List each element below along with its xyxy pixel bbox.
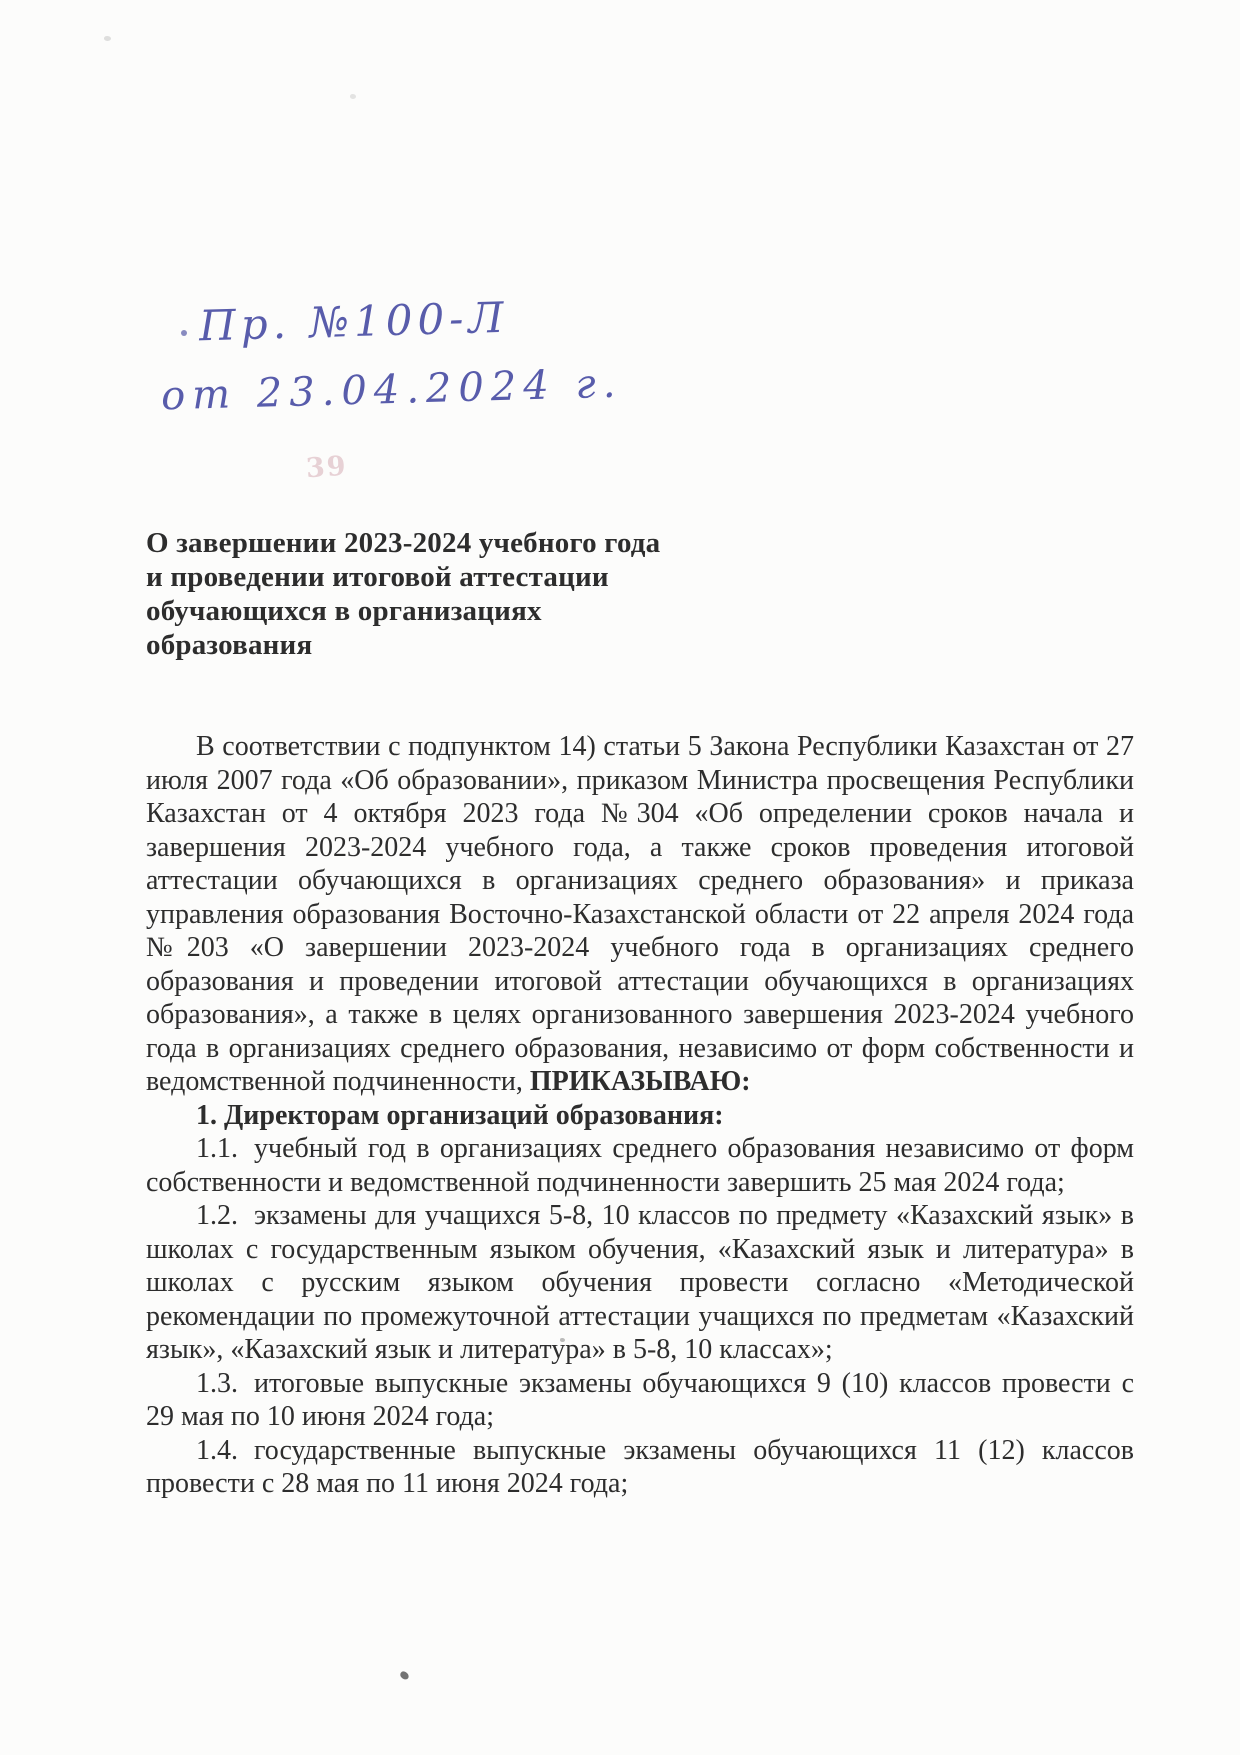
scan-speck bbox=[399, 1670, 410, 1681]
section-heading: 1. Директорам организаций образования: bbox=[196, 1099, 724, 1131]
handwritten-date: от 23.04.2024 г. bbox=[160, 360, 623, 420]
order-item-1-4 bbox=[146, 1434, 1134, 1501]
title-line-1: О завершении 2023-2024 учебного года bbox=[146, 527, 661, 559]
scan-speck bbox=[104, 36, 111, 41]
faint-stamp-mark: 39 bbox=[304, 450, 349, 485]
order-keyword: ПРИКАЗЫВАЮ: bbox=[529, 1066, 751, 1097]
item-text: экзамены для учащихся 5-8, 10 классов по предмету «Казахский язык» в школах с государственным языком обучения, «Казахский язык и литература» в школах с русским языком обучения провести согласно «Методической рекомендации по промежуточной аттестации учащихся по предметам «Казахский язык», «Казахский язык и литература» в 5-8, 10 классах»; bbox=[146, 1200, 1134, 1365]
item-number: 1.4. bbox=[196, 1434, 238, 1466]
order-item-1-3 bbox=[146, 1367, 1134, 1434]
handwritten-annotation bbox=[158, 290, 622, 420]
item-number: 1.1. bbox=[196, 1133, 238, 1164]
item-text: государственные выпускные экзамены обучающихся 11 (12) классов провести с 28 мая по 11 июня 2024 года; bbox=[146, 1434, 1134, 1499]
title-line-4: образования bbox=[146, 629, 313, 661]
intro-paragraph bbox=[146, 730, 1134, 1099]
order-item-1-2 bbox=[146, 1199, 1134, 1367]
item-text: итоговые выпускные экзамены обучающихся 9 (10) классов провести с 29 мая по 10 июня 2024 года; bbox=[146, 1367, 1134, 1432]
handwritten-order-number: Пр. №100-Л bbox=[198, 292, 510, 351]
intro-text: В соответствии с подпунктом 14) статьи 5 Закона Республики Казахстан от 27 июля 2007 года «Об образовании», приказом Министра просвещения Республики Казахстан от 4 октября 2023 года №304 «Об определении сроков начала и завершения 2023-2024 учебного года, а также сроков проведения итоговой аттестации обучающихся в организациях среднего образования» и приказа управления образования Восточно-Казахстанской области от 22 апреля 2024 года №203 «О завершении 2023-2024 учебного года в организациях среднего образования и проведении итоговой аттестации обучающихся в организациях образования», а также в целях организованного завершения 2023-2024 учебного года в организациях среднего образования, независимо от форм собственности и ведомственной подчиненности, bbox=[146, 731, 1134, 1097]
title-line-3: обучающихся в организациях bbox=[146, 595, 542, 627]
item-text: учебный год в организациях среднего образования независимо от форм собственности и ведомственной подчиненности завершить 25 мая 2024 года; bbox=[146, 1133, 1134, 1198]
item-number: 1.2. bbox=[196, 1200, 238, 1231]
scan-speck bbox=[560, 1338, 565, 1342]
title-line-2: и проведении итоговой аттестации bbox=[146, 561, 609, 593]
item-number: 1.3. bbox=[196, 1367, 238, 1399]
scan-speck bbox=[350, 94, 356, 99]
order-item-1-1 bbox=[146, 1132, 1134, 1199]
scan-speck bbox=[1102, 948, 1108, 953]
document-body bbox=[146, 730, 1134, 1501]
document-title bbox=[146, 526, 660, 662]
